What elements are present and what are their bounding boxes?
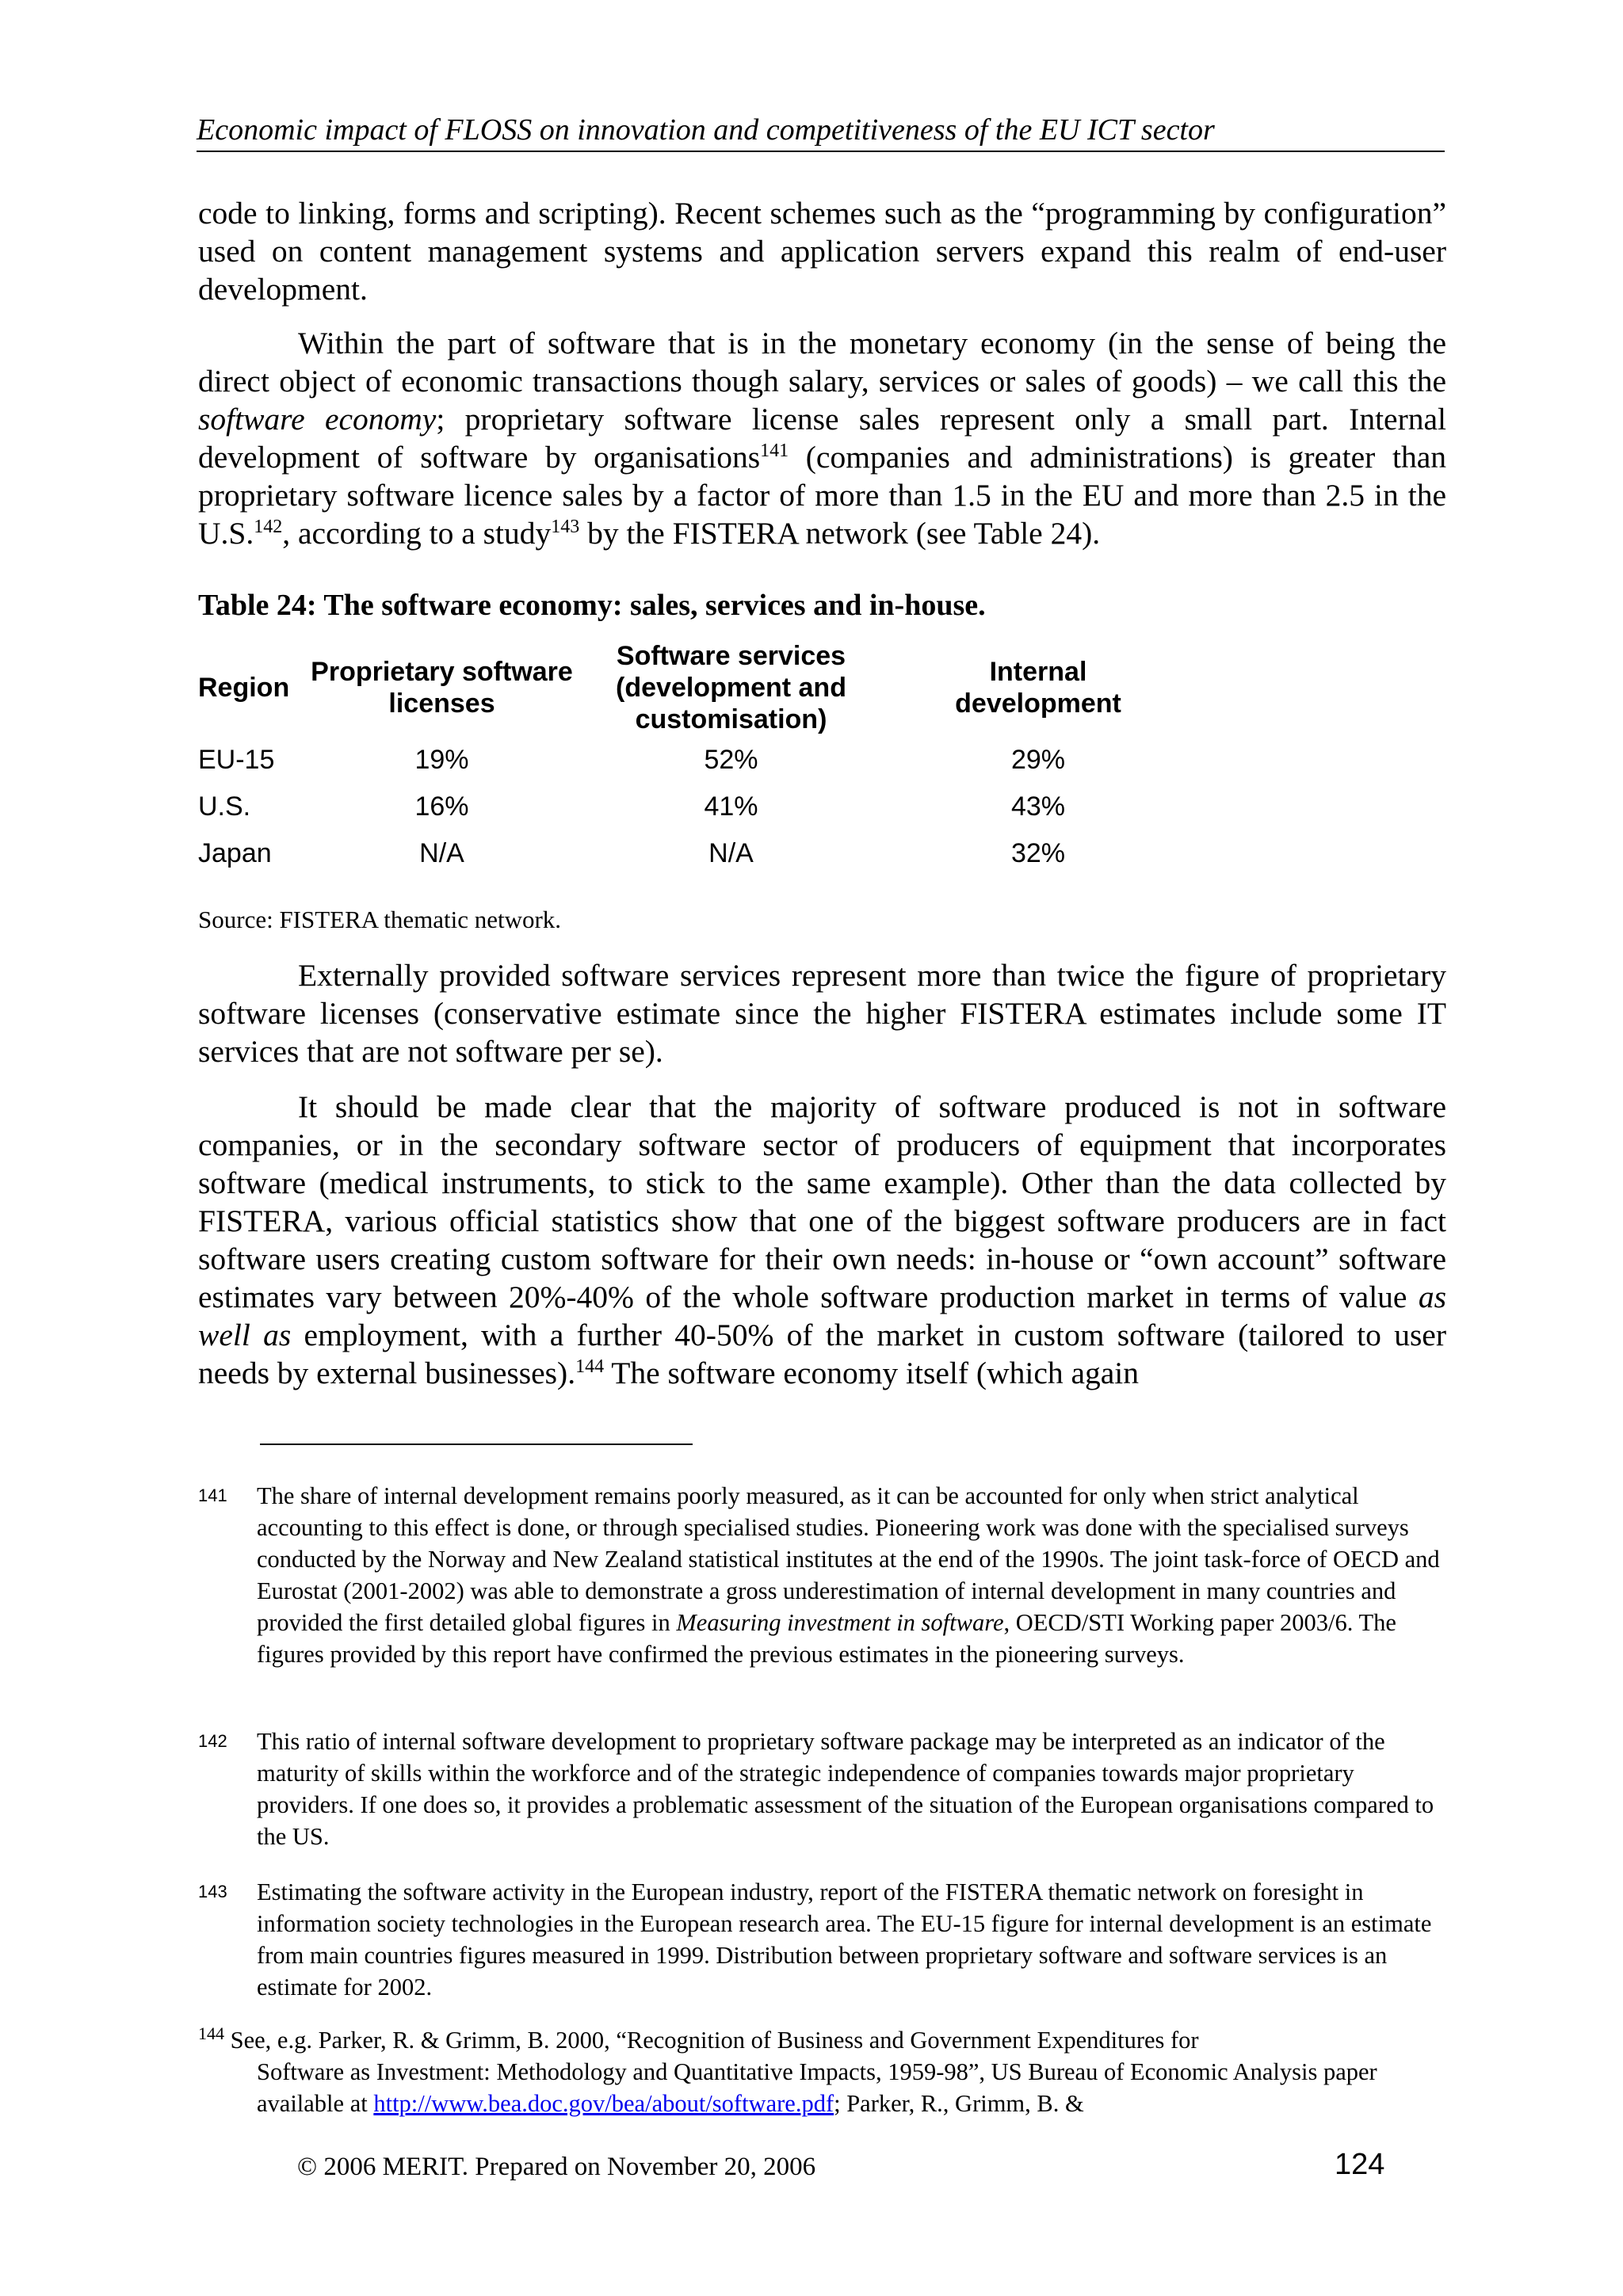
footnote-number: 142	[198, 1731, 227, 1751]
software-economy-table	[198, 638, 1189, 877]
running-header: Economic impact of FLOSS on innovation and competitiveness of the EU ICT sector	[197, 111, 1445, 152]
footnote-141	[198, 1480, 1446, 1670]
header-internal: Internal development	[955, 656, 1121, 719]
footnote-number: 144	[198, 2023, 224, 2043]
footer-copyright: © 2006 MERIT. Prepared on November 20, 2006	[297, 2153, 816, 2181]
footnote-ref-141[interactable]: 141	[760, 440, 789, 461]
paragraph-2: Within the part of software that is in the monetary economy (in the sense of being the direct object of economic transactions though salary, services or sales of goods) – we call this the software economy; proprietary software license sales represent only a small part. Internal development of software by organisations$^{141}$ (companies and administrations) is greater than proprietary software licence sales by a factor of more than 1.5 in the EU and more than 2.5 in the U.S.$^{142}$, according to a study$^{143}$ by the FISTERA network (see Table 24).	[198, 326, 1447, 551]
cell-region: Japan	[198, 838, 272, 868]
cell-internal: 43%	[1010, 791, 1066, 822]
cell-licenses: 16%	[414, 791, 469, 822]
paragraph-3: Externally provided software services represent more than twice the figure of proprietary software licenses (conservative estimate since the higher FISTERA estimates include some IT services that are not software per se).	[198, 958, 1446, 1069]
emphasis-software-economy: software economy	[198, 402, 437, 437]
footnote-text: The share of internal development remains poorly measured, as it can be accounted for only when strict analytical accounting to this effect is done, or through specialised studies. Pioneering work was done with the specialised surveys conducted by the Norway and New Zealand statistical institutes at the end of the 1990s. The joint task-force of OECD and Eurostat (2001-2002) was able to demonstrate a gross underestimation of internal development in many countries and provided the first detailed global figures in Measuring investment in software, OECD/STI Working paper 2003/6. The figures provided by this report have confirmed the previous estimates in the pioneering surveys.	[257, 1482, 1440, 1668]
cell-licenses: 19%	[414, 745, 469, 775]
cell-internal: 29%	[1010, 745, 1066, 775]
body-section-top	[198, 194, 1446, 552]
table-row	[198, 784, 1189, 830]
table-row	[198, 737, 1189, 784]
page-number: 124	[1335, 2148, 1385, 2181]
footnote-separator	[260, 1444, 693, 1445]
footnote-text: This ratio of internal software development to proprietary software package may be interpreted as an indicator of the maturity of skills within the workforce and of the strategic independence of companies towards major proprietary providers. If one does so, it provides a problematic assessment of the situation of the European organisations compared to the US.	[257, 1728, 1434, 1850]
header-licenses: Proprietary software licenses	[311, 656, 573, 719]
cell-region: EU-15	[198, 745, 275, 775]
footnote-number: 143	[198, 1882, 227, 1901]
body-section-bottom	[198, 956, 1446, 1392]
emphasis-as-well-as: as well as	[198, 1280, 1446, 1352]
cell-internal: 32%	[1010, 838, 1066, 868]
footnote-text: Estimating the software activity in the European industry, report of the FISTERA thematic network on foresight in information society technologies in the European research area. The EU-15 figure for internal development is an estimate from main countries figures measured in 1999. Distribution between proprietary software and software services is an estimate for 2002.	[257, 1878, 1432, 2000]
table-title: Table 24: The software economy: sales, services and in-house.	[198, 589, 986, 622]
footnote-first-line: $^{144}$ See, e.g. Parker, R. & Grimm, B. 2000, “Recognition of Business and Government Expenditures for	[198, 2023, 1199, 2054]
footnote-143	[198, 1876, 1446, 2003]
table-row	[198, 830, 1189, 877]
cell-services: 41%	[704, 791, 758, 822]
footnote-number: 141	[198, 1486, 227, 1505]
cell-services: 52%	[704, 745, 758, 775]
table-source: Source: FISTERA thematic network.	[198, 906, 562, 933]
paragraph-4: It should be made clear that the majority of software produced is not in software companies, or in the secondary software sector of producers of equipment that incorporates software (medical instruments, to stick to the same example). Other than the data collected by FISTERA, various official statistics show that one of the biggest software producers are in fact software users creating custom software for their own needs: in-house or “own account” software estimates vary between 20%-40% of the whole software production market in terms of value as well as employment, with a further 40-50% of the market in custom software (tailored to user needs by external businesses).$^{144}$ The software economy itself (which again	[198, 1089, 1446, 1390]
cell-services: N/A	[708, 838, 754, 868]
header-region: Region	[198, 672, 290, 703]
cell-region: U.S.	[198, 791, 251, 822]
header-services: Software services (development and customisation)	[616, 640, 846, 734]
footnote-144	[198, 2024, 1446, 2119]
footnote-text: Software as Investment: Methodology and Quantitative Impacts, 1959-98”, US Bureau of Economic Analysis paper available at http://www.bea.doc.gov/bea/about/software.pdf; Parker, R., Grimm, B. &	[257, 2058, 1377, 2117]
footnote-ref-142[interactable]: 142	[254, 516, 283, 537]
table-header-row	[198, 638, 1189, 737]
footnote-ref-143[interactable]: 143	[551, 516, 580, 537]
cell-licenses: N/A	[419, 838, 464, 868]
bea-software-link[interactable]: http://www.bea.doc.gov/bea/about/software.pdf	[373, 2090, 834, 2117]
paragraph-1: code to linking, forms and scripting). Recent schemes such as the “programming by configuration” used on content management systems and application servers expand this realm of end-user development.	[198, 196, 1446, 307]
footnote-ref-144[interactable]: 144	[575, 1356, 605, 1377]
footnote-142	[198, 1726, 1446, 1852]
